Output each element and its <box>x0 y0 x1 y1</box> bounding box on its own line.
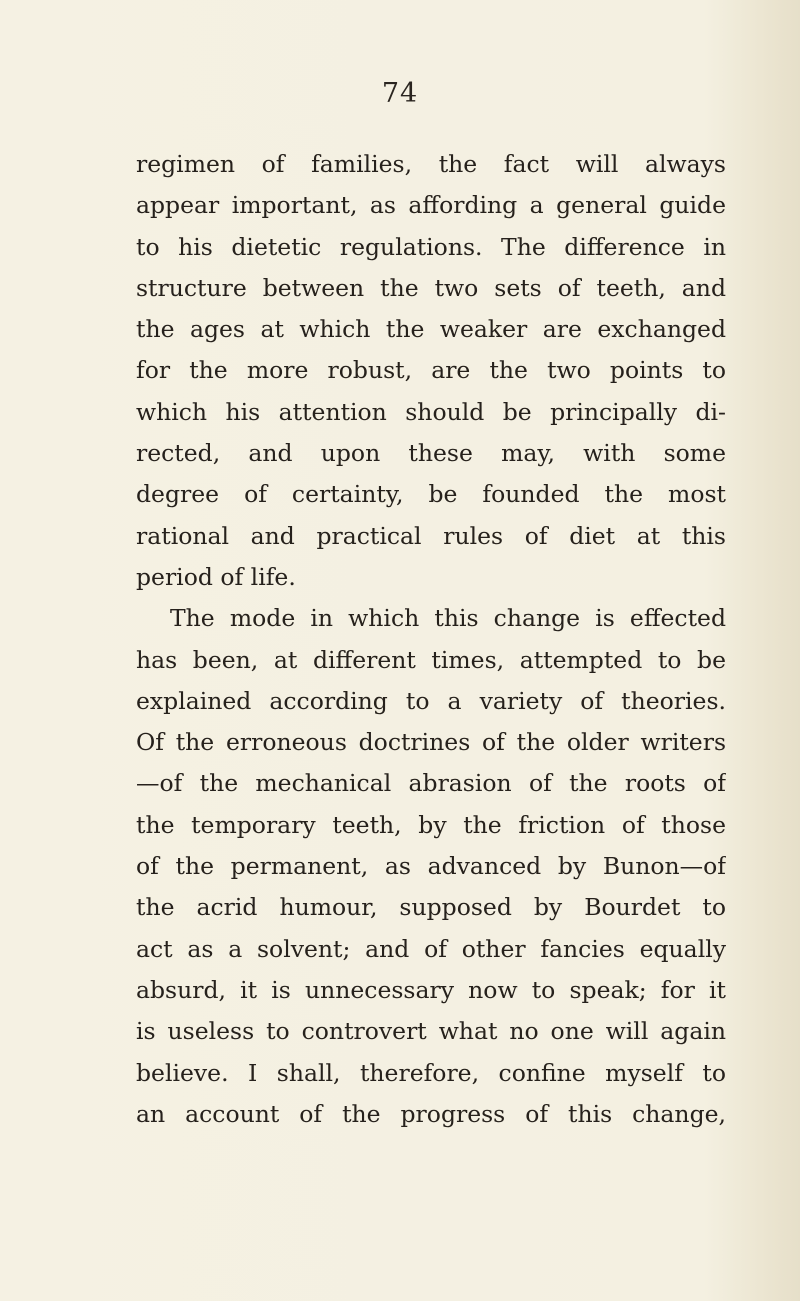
page-number: 74 <box>381 78 419 109</box>
text-line: absurd, it is unnecessary now to speak; for it <box>136 975 726 1004</box>
text-line: is useless to controvert what no one will again <box>136 1017 726 1046</box>
text-line: degree of certainty, be founded the most <box>136 480 726 509</box>
text-line: explained according to a variety of theories. <box>136 686 726 715</box>
text-line: act as a solvent; and of other fancies equally <box>136 934 726 963</box>
text-line: the temporary teeth, by the friction of those <box>136 810 726 839</box>
text-line: appear important, as affording a general guide <box>136 191 726 220</box>
paragraph-end-line: period of life. <box>136 562 296 591</box>
text-line: has been, at different times, attempted to be <box>136 645 726 674</box>
text-line: Of the erroneous doctrines of the older writers <box>136 728 726 757</box>
body-text <box>136 144 726 1135</box>
text-line: the acrid humour, supposed by Bourdet to <box>136 893 726 922</box>
text-line: to his dietetic regulations. The difference in <box>136 232 726 261</box>
text-line: rational and practical rules of diet at this <box>136 521 726 550</box>
text-line: an account of the progress of this change, <box>136 1099 726 1128</box>
text-line: believe. I shall, therefore, confine myself to <box>136 1058 726 1087</box>
text-line: of the permanent, as advanced by Bunon—of <box>136 852 726 881</box>
text-line: which his attention should be principally di- <box>136 397 726 426</box>
text-line: for the more robust, are the two points to <box>136 356 726 385</box>
paragraph-start-line: The mode in which this change is effected <box>170 604 726 633</box>
text-line: rected, and upon these may, with some <box>136 439 726 468</box>
text-line: the ages at which the weaker are exchanged <box>136 315 726 344</box>
text-line: regimen of families, the fact will always <box>136 150 726 178</box>
text-line: structure between the two sets of teeth, and <box>136 273 726 302</box>
text-line: —of the mechanical abrasion of the roots of <box>136 769 726 798</box>
